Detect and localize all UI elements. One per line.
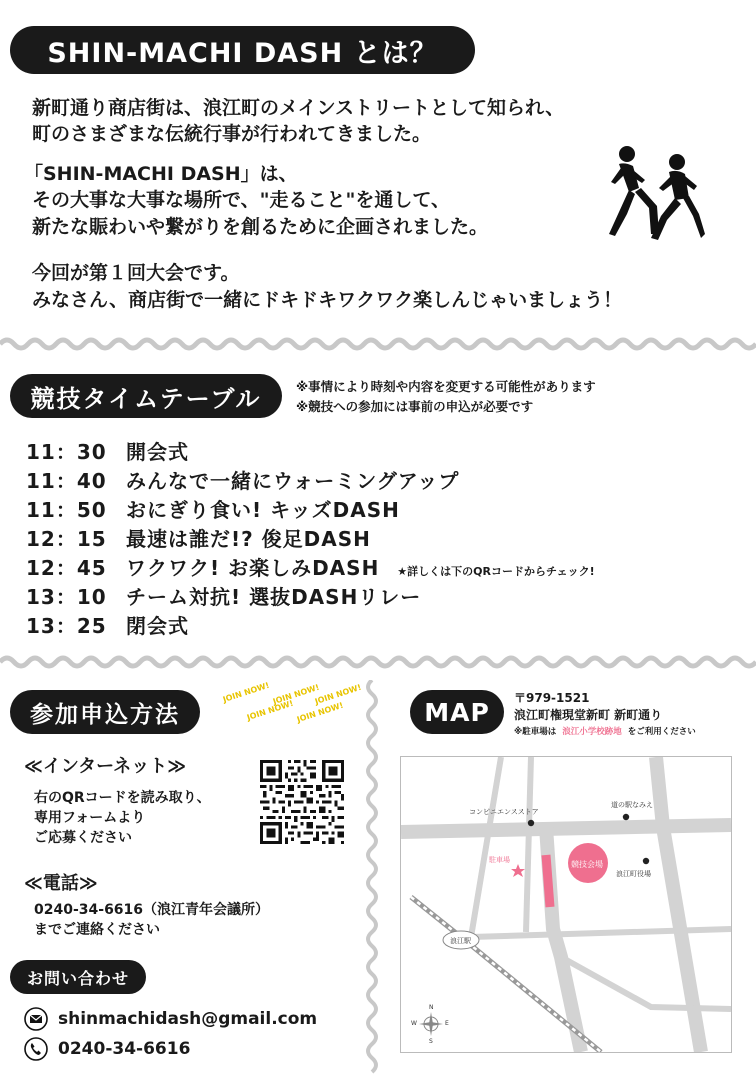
map-roads <box>401 757 731 1052</box>
timetable-row <box>26 465 459 494</box>
map-postal: 〒979-1521 <box>514 691 590 705</box>
compass-w: W <box>411 1020 417 1027</box>
map-title-pill <box>410 690 504 734</box>
timetable-note-1: ※事情により時刻や内容を変更する可能性があります <box>296 379 596 394</box>
about-title: SHIN-MACHI DASH とは？ <box>47 37 438 69</box>
contact-email[interactable]: shinmachidash@gmail.com <box>58 1009 318 1029</box>
map-label-convenience: コンビニエンスストア <box>469 808 539 816</box>
timetable-time: 11：50 <box>26 498 107 522</box>
compass-e: E <box>445 1020 449 1027</box>
apply-title: 参加申込方法 <box>30 701 180 728</box>
map-label-parking: 駐車場 <box>489 856 510 864</box>
contact-title: お問い合わせ <box>26 968 129 988</box>
timetable-time: 12：45 <box>26 556 107 580</box>
timetable-event: みんなで一緒にウォーミングアップ <box>126 469 460 493</box>
intro-line-3: 「SHIN-MACHI DASH」は、 <box>24 163 298 185</box>
parking-note-prefix: ※駐車場は <box>514 727 557 737</box>
intro-line-4: その大事な大事な場所で、"走ること"を通して、 <box>32 189 451 211</box>
timetable-event: 開会式 <box>126 440 189 464</box>
timetable-row <box>26 552 595 581</box>
internet-heading: ≪インターネット≫ <box>24 756 187 777</box>
internet-line: 右のQRコードを読み取り、 <box>34 790 211 806</box>
timetable-row-note: ★詳しくは下のQRコードからチェック! <box>397 565 595 578</box>
timetable-time: 12：15 <box>26 527 107 551</box>
timetable-time: 13：25 <box>26 614 107 638</box>
about-title-pill <box>10 26 475 74</box>
contact-phone-row[interactable] <box>24 1037 190 1061</box>
contact-title-pill <box>10 960 146 994</box>
map-parking-note <box>514 725 696 737</box>
join-now-stamp: JOIN NOW! <box>221 680 271 705</box>
map-label-roadside: 道の駅なみえ <box>611 801 653 809</box>
map-label-venue: 競技会場 <box>571 860 603 869</box>
timetable-title-pill <box>10 374 282 418</box>
phone-icon <box>24 1037 48 1061</box>
timetable-row <box>26 494 400 523</box>
qr-code[interactable] <box>257 757 347 847</box>
timetable-event: チーム対抗! 選抜DASHリレー <box>126 585 422 609</box>
phone-line: 0240-34-6616（浪江青年会議所） <box>34 902 270 918</box>
join-now-stamp: JOIN NOW! <box>271 682 321 707</box>
wavy-divider <box>0 336 756 352</box>
intro-line-7: みなさん、商店街で一緒にドキドキワクワク楽しんじゃいましょう！ <box>32 289 623 311</box>
internet-line: ご応募ください <box>34 830 132 846</box>
timetable-time: 11：30 <box>26 440 107 464</box>
timetable-event: 閉会式 <box>126 614 189 638</box>
compass-s: S <box>429 1038 433 1045</box>
parking-note-place: 浪江小学校跡地 <box>562 727 622 737</box>
contact-phone[interactable]: 0240-34-6616 <box>58 1039 191 1059</box>
map-label-town-office: 浪江町役場 <box>616 870 651 878</box>
timetable-title: 競技タイムテーブル <box>30 384 262 413</box>
phone-heading: ≪電話≫ <box>24 873 98 894</box>
timetable-time: 13：10 <box>26 585 107 609</box>
timetable-row <box>26 610 189 639</box>
runners-illustration <box>605 142 705 252</box>
join-now-stamp: JOIN NOW! <box>295 700 345 725</box>
intro-line-1: 新町通り商店街は、浪江町のメインストリートとして知られ、 <box>32 97 565 119</box>
parking-note-suffix: をご利用ください <box>627 727 696 737</box>
timetable-event: ワクワク! お楽しみDASH <box>126 556 380 580</box>
join-now-stamp: JOIN NOW! <box>313 682 363 707</box>
contact-email-row[interactable] <box>24 1007 317 1031</box>
wavy-divider <box>0 654 756 670</box>
apply-title-pill <box>10 690 200 734</box>
timetable-row <box>26 436 189 465</box>
timetable-time: 11：40 <box>26 469 107 493</box>
phone-line: までご連絡ください <box>34 922 160 938</box>
vertical-wavy-divider <box>364 680 380 1075</box>
intro-line-6: 今回が第１回大会です。 <box>32 262 240 284</box>
timetable-event: おにぎり食い! キッズDASH <box>126 498 400 522</box>
mail-icon <box>24 1007 48 1031</box>
timetable-row <box>26 523 371 552</box>
map-address: 浪江町権現堂新町 新町通り <box>514 708 663 722</box>
timetable-note-2: ※競技への参加には事前の申込が必要です <box>296 399 534 414</box>
intro-line-2: 町のさまざまな伝統行事が行われてきました。 <box>32 123 432 145</box>
join-now-stamp: JOIN NOW! <box>245 698 295 723</box>
internet-line: 専用フォームより <box>34 810 146 826</box>
intro-line-5: 新たな賑わいや繋がりを創るために企画されました。 <box>32 216 489 238</box>
map-title: MAP <box>424 697 490 727</box>
timetable-event: 最速は誰だ!? 俊足DASH <box>126 527 371 551</box>
compass-n: N <box>429 1004 434 1011</box>
map-label-station: 浪江駅 <box>450 937 471 945</box>
map-area[interactable] <box>400 756 732 1053</box>
timetable-row <box>26 581 421 610</box>
